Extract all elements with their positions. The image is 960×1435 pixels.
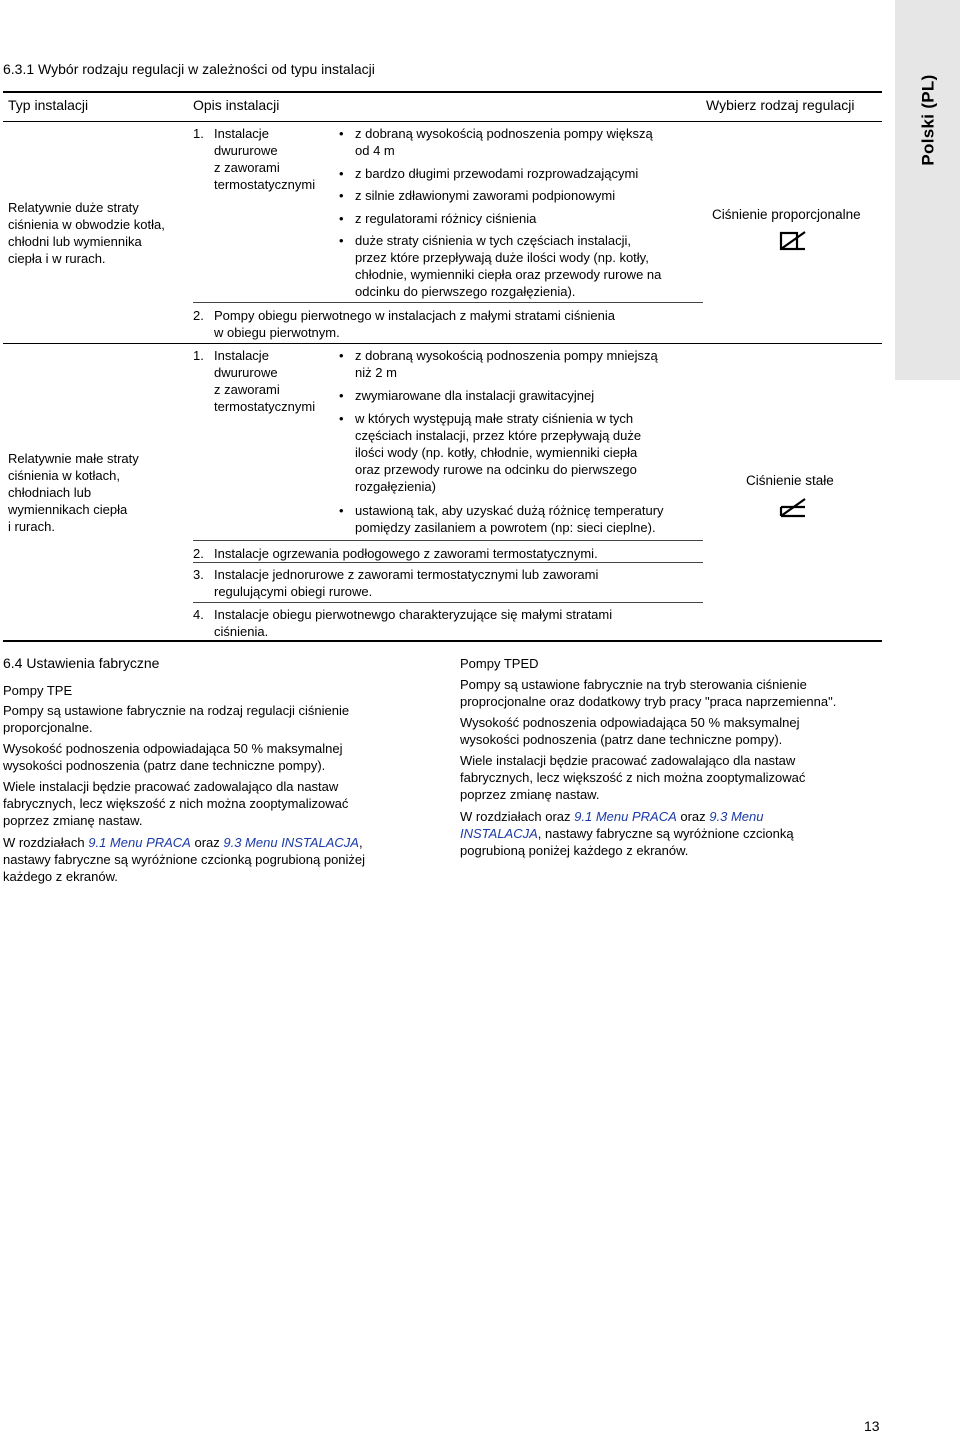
table-bottom-rule [3, 640, 882, 642]
language-tab-label: Polski (PL) [918, 74, 937, 166]
table-top-rule [3, 91, 882, 93]
tpe-paragraph-2: Wysokość podnoszenia odpowiadająca 50 % maksymalnej wysokości podnoszenia (patrz dane techniczne pompy). [3, 741, 343, 773]
row1-control-mode: Ciśnienie proporcjonalne [712, 207, 861, 222]
tped-paragraph-1: Pompy są ustawione fabrycznie na tryb sterowania ciśnienie proprocjonalne oraz dodatkowy tryb pracy "praca naprzemienna". [460, 677, 837, 709]
link-menu-instalacja[interactable]: 9.3 Menu INSTALACJA [223, 835, 359, 850]
section-title-6-4: 6.4 Ustawienia fabryczne [3, 655, 160, 671]
tped-paragraph-3: Wiele instalacji będzie pracować zadowalająco dla nastaw fabrycznych, lecz większość z nich można zooptymalizować poprzez zmianę nastaw. [460, 753, 806, 802]
row1-bullet-4: • z regulatorami różnicy ciśnienia [355, 210, 536, 227]
link-menu-praca[interactable]: 9.1 Menu PRACA [88, 835, 191, 850]
proportional-pressure-icon [779, 230, 807, 252]
row2-bullet-2: • zwymiarowane dla instalacji grawitacyjnej [355, 387, 594, 404]
row1-installation-type: Relatywnie duże straty ciśnienia w obwodzie kotła, chłodni lub wymiennika ciepła i w rurach. [8, 200, 165, 266]
row2-item-divider-1 [193, 540, 703, 541]
tped-heading: Pompy TPED [460, 656, 539, 671]
row2-item1: 1. Instalacje dwururowe z zaworami termostatycznymi [193, 348, 316, 414]
row2-item-divider-3 [193, 602, 703, 603]
row1-item1: 1. Instalacje dwururowe z zaworami termostatycznymi [193, 126, 316, 192]
language-tab [895, 0, 960, 380]
header-choose-mode: Wybierz rodzaj regulacji [706, 97, 855, 113]
row-divider [3, 343, 882, 344]
tpe-heading: Pompy TPE [3, 683, 73, 698]
row2-installation-type: Relatywnie małe straty ciśnienia w kotłach, chłodniach lub wymiennikach ciepła i rurach. [8, 451, 139, 534]
section-title-6-3-1: 6.3.1 Wybór rodzaju regulacji w zależności od typu instalacji [3, 61, 375, 77]
row2-bullet-4: • ustawioną tak, aby uzyskać dużą różnicę temperatury pomiędzy zasilaniem a powrotem (np: sieci cieplne). [355, 502, 664, 536]
row2-item3: 3. Instalacje jednorurowe z zaworami termostatycznymi lub zaworami regulującymi obiegi rurowe. [193, 567, 599, 599]
page-number: 13 [864, 1418, 880, 1434]
row1-bullet-1: • z dobraną wysokością podnoszenia pompy większą od 4 m [355, 125, 653, 159]
row2-bullet-3: • w których występują małe straty ciśnienia w tych częściach instalacji, przez które przepływają duże ilości wody (np. kotły, chłodnie, wymienniki ciepła oraz przewody rurowe na odcinku do pierwszego rozgałęzienia) [355, 410, 641, 495]
row2-bullet-1: • z dobraną wysokością podnoszenia pompy mniejszą niż 2 m [355, 347, 658, 381]
tpe-paragraph-1: Pompy są ustawione fabrycznie na rodzaj regulacji ciśnienie proporcjonalne. [3, 703, 350, 735]
header-description: Opis instalacji [193, 97, 280, 113]
row2-item4: 4. Instalacje obiegu pierwotnewgo charakteryzujące się małymi stratami ciśnienia. [193, 607, 613, 639]
header-rule [3, 121, 882, 122]
row2-item2: 2. Instalacje ogrzewania podłogowego z zaworami termostatycznymi. [193, 546, 598, 561]
row1-bullet-5: • duże straty ciśnienia w tych częściach instalacji, przez które przepływają duże ilości wody (np. kotły, chłodnie, wymienniki ciepła oraz przewody rurowe na odcinku do pierwszego rozgałęzienia). [355, 232, 661, 300]
constant-pressure-icon [779, 497, 807, 519]
row2-control-mode: Ciśnienie stałe [746, 473, 834, 488]
row2-item-divider-2 [193, 562, 703, 563]
header-type: Typ instalacji [8, 97, 89, 113]
link-menu-praca[interactable]: 9.1 Menu PRACA [574, 809, 677, 824]
tped-paragraph-2: Wysokość podnoszenia odpowiadająca 50 % maksymalnej wysokości podnoszenia (patrz dane techniczne pompy). [460, 715, 800, 747]
row1-item2: 2. Pompy obiegu pierwotnego w instalacjach z małymi stratami ciśnienia w obiegu pierwotnym. [193, 308, 616, 340]
row1-bullet-3: • z silnie zdławionymi zaworami podpionowymi [355, 187, 615, 204]
link-menu-instalacja[interactable]: 9.3 Menu [709, 809, 764, 824]
tpe-paragraph-3: Wiele instalacji będzie pracować zadowalająco dla nastaw fabrycznych, lecz większość z nich można zooptymalizować poprzez zmianę nastaw. [3, 779, 349, 828]
row1-item-divider [193, 302, 703, 303]
tped-paragraph-4: W rozdziałach oraz 9.1 Menu PRACA oraz 9.3 Menu INSTALACJA, nastawy fabryczne są wyróżnione czcionką pogrubioną poniżej każdego z ekranów. [460, 809, 794, 858]
link-menu-instalacja[interactable]: INSTALACJA [460, 826, 538, 841]
row1-bullet-2: • z bardzo długimi przewodami rozprowadzającymi [355, 165, 638, 182]
tpe-paragraph-4: W rozdziałach 9.1 Menu PRACA oraz 9.3 Menu INSTALACJA, nastawy fabryczne są wyróżnione czcionką pogrubioną poniżej każdego z ekranów. [3, 835, 366, 884]
